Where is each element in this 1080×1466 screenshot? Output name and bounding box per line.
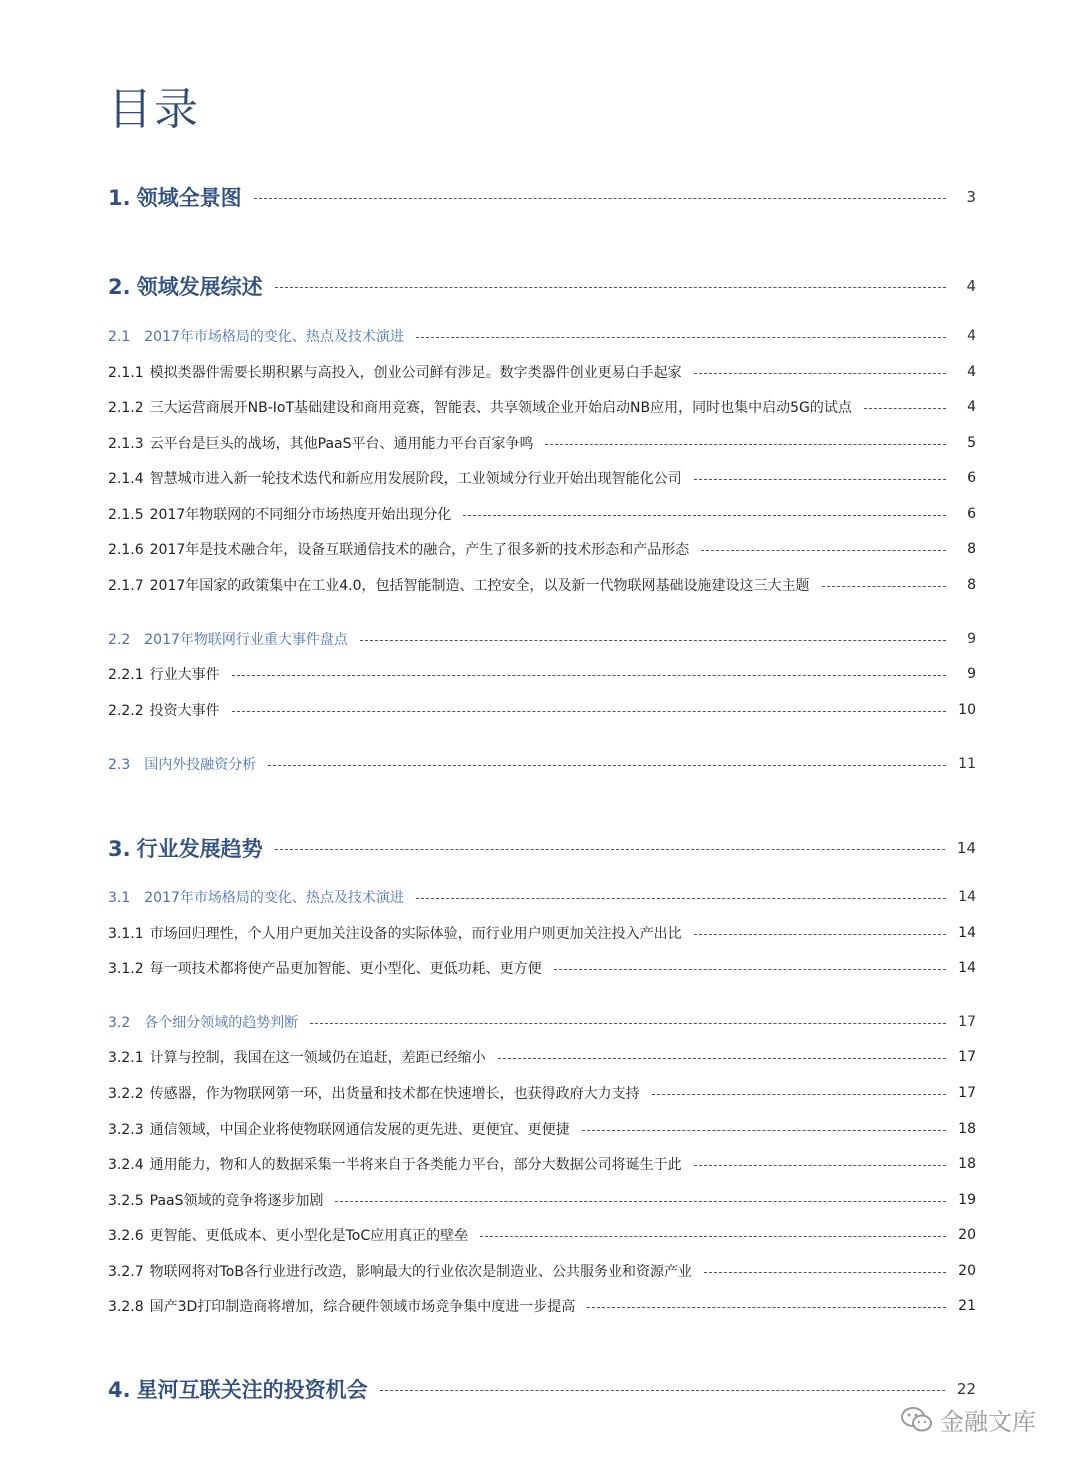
- toc-entry-number: 2.1.2: [108, 400, 144, 416]
- toc-entry[interactable]: [108, 1118, 976, 1140]
- toc-entry-label: 投资大事件: [149, 703, 220, 719]
- dotted-leader: [694, 1165, 946, 1166]
- toc-entry[interactable]: [108, 1260, 976, 1282]
- toc-entry-label: 模拟类器件需要长期积累与高投入，创业公司鲜有涉足。数字类器件创业更易白手起家: [149, 365, 682, 381]
- dotted-leader: [822, 586, 946, 587]
- dotted-leader: [498, 1058, 946, 1059]
- toc-page-number: 11: [958, 756, 976, 772]
- toc-entry-number: 2.2.1: [108, 667, 144, 683]
- toc-entry-title: [108, 433, 533, 453]
- toc-entry[interactable]: [108, 1189, 976, 1211]
- toc-entry[interactable]: [108, 833, 976, 863]
- toc-entry[interactable]: [108, 663, 976, 685]
- dotted-leader: [652, 1094, 946, 1095]
- toc-entry-label: 每一项技术都将使产品更加智能、更小型化、更低功耗、更方便: [149, 961, 542, 977]
- toc-entry[interactable]: [108, 1374, 976, 1404]
- toc-entry-label: 领域全景图: [136, 186, 242, 210]
- toc-entry-title: [108, 539, 689, 559]
- toc-entry[interactable]: [108, 574, 976, 596]
- dotted-leader: [554, 969, 946, 970]
- toc-page-number: 14: [958, 889, 976, 905]
- toc-entry-number: 2.2.2: [108, 703, 144, 719]
- toc-entry-number: 2.: [108, 275, 131, 299]
- dotted-leader: [694, 479, 946, 480]
- dotted-leader: [704, 1272, 946, 1273]
- toc-entry-title: [108, 1083, 640, 1103]
- toc-entry-label: 2017年是技术融合年，设备互联通信技术的融合，产生了很多新的技术形态和产品形态: [149, 542, 690, 558]
- toc-entry[interactable]: [108, 886, 976, 908]
- toc-entry[interactable]: [108, 1046, 976, 1068]
- dotted-leader: [864, 408, 946, 409]
- toc-entry[interactable]: [108, 957, 976, 979]
- toc-entry-number: 3.2.8: [108, 1299, 144, 1315]
- toc-entry-title: [108, 833, 263, 863]
- dotted-leader: [310, 1023, 946, 1024]
- toc-entry-title: [108, 575, 810, 595]
- toc-page-number: 8: [967, 541, 976, 557]
- toc-page-number: 4: [966, 277, 976, 295]
- toc-entry-title: [108, 468, 682, 488]
- toc-entry-number: 3.1.2: [108, 961, 144, 977]
- toc-entry-label: 2017年市场格局的变化、热点及技术演进: [144, 890, 404, 906]
- toc-entry-label: 星河互联关注的投资机会: [136, 1378, 368, 1402]
- dotted-leader: [416, 898, 946, 899]
- toc-page-number: 4: [967, 328, 976, 344]
- toc-entry[interactable]: [108, 432, 976, 454]
- toc-page-number: 9: [967, 631, 976, 647]
- toc-entry-title: [108, 664, 220, 684]
- toc-entry[interactable]: [108, 1295, 976, 1317]
- toc-page-number: 10: [958, 702, 976, 718]
- toc-entry-label: 更智能、更低成本、更小型化是ToC应用真正的壁垒: [149, 1228, 469, 1244]
- toc-entry-number: 2.1.1: [108, 365, 144, 381]
- toc-entry-number: 3.2.1: [108, 1050, 144, 1066]
- toc-entry-title: [108, 754, 256, 774]
- toc-entry-title: [108, 1047, 486, 1067]
- dotted-leader: [545, 444, 946, 445]
- toc-entry[interactable]: [108, 538, 976, 560]
- toc-entry-number: 4.: [108, 1378, 131, 1402]
- page-title: 目录: [108, 84, 200, 135]
- toc-entry-title: [108, 362, 682, 382]
- dotted-leader: [232, 711, 946, 712]
- toc-entry-title: [108, 887, 404, 907]
- toc-page-number: 5: [967, 435, 976, 451]
- dotted-leader: [480, 1236, 946, 1237]
- toc-entry[interactable]: [108, 467, 976, 489]
- toc-page-number: 14: [958, 960, 976, 976]
- toc-entry[interactable]: [108, 361, 976, 383]
- dotted-leader: [701, 550, 946, 551]
- toc-entry-number: 3.2.2: [108, 1086, 144, 1102]
- dotted-leader: [275, 287, 946, 288]
- toc-entry-number: 3.2.7: [108, 1264, 144, 1280]
- toc-entry-label: 行业发展趋势: [136, 837, 263, 861]
- toc-entry-number: 2.1.5: [108, 507, 144, 523]
- toc-entry-number: 2.1.3: [108, 436, 144, 452]
- watermark: [900, 1402, 1036, 1437]
- toc-entry-title: [108, 326, 404, 346]
- toc-entry[interactable]: [108, 1153, 976, 1175]
- dotted-leader: [268, 765, 946, 766]
- toc-page-number: 18: [958, 1121, 976, 1137]
- dotted-leader: [360, 640, 946, 641]
- dotted-leader: [232, 675, 946, 676]
- toc-entry-number: 3.2.6: [108, 1228, 144, 1244]
- toc-entry-label: 2017年物联网的不同细分市场热度开始出现分化: [149, 507, 452, 523]
- toc-entry[interactable]: [108, 628, 976, 650]
- toc-entry-number: 2.1.4: [108, 471, 144, 487]
- toc-entry[interactable]: [108, 1224, 976, 1246]
- toc-page-number: 6: [967, 470, 976, 486]
- toc-entry-label: 通用能力，物和人的数据采集一半将来自于各类能力平台，部分大数据公司将诞生于此: [149, 1157, 682, 1173]
- toc-entry-title: [108, 1225, 468, 1245]
- toc-page-number: 18: [958, 1156, 976, 1172]
- toc-entry-label: 2017年国家的政策集中在工业4.0，包括智能制造、工控安全，以及新一代物联网基础设施建设这三大主题: [149, 578, 810, 594]
- toc-entry[interactable]: [108, 753, 976, 775]
- toc-entry-number: 2.1.7: [108, 578, 144, 594]
- toc-page-number: 14: [958, 925, 976, 941]
- toc-entry-label: 2017年物联网行业重大事件盘点: [144, 632, 348, 648]
- toc-page-number: 6: [967, 506, 976, 522]
- toc-entry-title: [108, 504, 451, 524]
- toc-entry-label: 云平台是巨头的战场，其他PaaS平台、通用能力平台百家争鸣: [149, 436, 534, 452]
- toc-page-number: 3: [966, 188, 976, 206]
- toc-entry-label: 领域发展综述: [136, 275, 263, 299]
- toc-entry-title: [108, 1296, 575, 1316]
- toc-page-number: 20: [958, 1227, 976, 1243]
- toc-entry-number: 1.: [108, 186, 131, 210]
- dotted-leader: [254, 198, 946, 199]
- toc-entry-number: 2.1: [108, 329, 131, 345]
- toc-entry-label: 三大运营商展开NB-IoT基础建设和商用竞赛，智能表、共享领域企业开始启动NB应用，同时也集中启动5G的试点: [149, 400, 852, 416]
- dotted-leader: [335, 1201, 946, 1202]
- dotted-leader: [463, 515, 946, 516]
- toc-entry-label: 市场回归理性，个人用户更加关注设备的实际体验，而行业用户则更加关注投入产出比: [149, 926, 682, 942]
- toc-entry-number: 3.1: [108, 890, 131, 906]
- toc-entry[interactable]: [108, 1082, 976, 1104]
- toc-page-number: 17: [958, 1085, 976, 1101]
- toc-entry-label: 各个细分领域的趋势判断: [144, 1015, 299, 1031]
- dotted-leader: [587, 1307, 946, 1308]
- toc-entry[interactable]: [108, 699, 976, 721]
- watermark-text: 金融文库: [940, 1408, 1036, 1436]
- toc-page-number: 19: [958, 1192, 976, 1208]
- toc-page-number: 9: [967, 666, 976, 682]
- toc-entry-label: 传感器，作为物联网第一环，出货量和技术都在快速增长，也获得政府大力支持: [149, 1086, 640, 1102]
- toc-entry-title: [108, 1012, 298, 1032]
- toc-entry-number: 3.2.3: [108, 1122, 144, 1138]
- toc-entry[interactable]: [108, 271, 976, 301]
- dotted-leader: [582, 1130, 946, 1131]
- dotted-leader: [694, 373, 946, 374]
- toc-entry[interactable]: [108, 396, 976, 418]
- toc-entry-title: [108, 1374, 368, 1404]
- toc-entry-title: [108, 1154, 682, 1174]
- toc-page-number: 22: [956, 1380, 976, 1398]
- toc-entry[interactable]: [108, 182, 976, 212]
- toc-page-number: 14: [956, 839, 976, 857]
- toc-entry-number: 3.1.1: [108, 926, 144, 942]
- toc-page-number: 17: [958, 1014, 976, 1030]
- toc-entry-label: 2017年市场格局的变化、热点及技术演进: [144, 329, 404, 345]
- toc-entry-number: 3.: [108, 837, 131, 861]
- toc-entry[interactable]: [108, 922, 976, 944]
- toc-entry-label: 国产3D打印制造商将增加，综合硬件领域市场竞争集中度进一步提高: [149, 1299, 576, 1315]
- toc-entry[interactable]: [108, 1011, 976, 1033]
- toc-entry-label: 计算与控制，我国在这一领域仍在追赶，差距已经缩小: [149, 1050, 486, 1066]
- toc-entry-label: 智慧城市进入新一轮技术迭代和新应用发展阶段，工业领域分行业开始出现智能化公司: [149, 471, 682, 487]
- toc-entry-label: 行业大事件: [149, 667, 220, 683]
- dotted-leader: [694, 934, 946, 935]
- toc-entry-title: [108, 1190, 323, 1210]
- toc-page-number: 17: [958, 1049, 976, 1065]
- toc-entry-title: [108, 958, 542, 978]
- toc-page-number: 4: [967, 364, 976, 380]
- toc-entry-title: [108, 700, 220, 720]
- toc-entry-title: [108, 1119, 570, 1139]
- toc-entry-title: [108, 923, 682, 943]
- toc-page-number: 21: [958, 1298, 976, 1314]
- toc-entry-number: 2.2: [108, 632, 131, 648]
- toc-page-number: 20: [958, 1263, 976, 1279]
- wechat-icon: [900, 1405, 934, 1435]
- toc-entry-number: 2.1.6: [108, 542, 144, 558]
- toc-entry-number: 3.2.5: [108, 1193, 144, 1209]
- toc-page-number: 8: [967, 577, 976, 593]
- toc-entry-title: [108, 182, 242, 212]
- toc-entry-label: 国内外投融资分析: [144, 757, 257, 773]
- toc-entry-number: 3.2.4: [108, 1157, 144, 1173]
- toc-entry-label: 物联网将对ToB各行业进行改造，影响最大的行业依次是制造业、公共服务业和资源产业: [149, 1264, 692, 1280]
- toc-entry-number: 3.2: [108, 1015, 131, 1031]
- toc-entry[interactable]: [108, 503, 976, 525]
- toc-entry-title: [108, 1261, 692, 1281]
- toc-entry-title: [108, 397, 852, 417]
- dotted-leader: [416, 337, 946, 338]
- toc-entry-title: [108, 629, 348, 649]
- toc-entry-label: PaaS领域的竞争将逐步加剧: [149, 1193, 324, 1209]
- dotted-leader: [380, 1390, 945, 1391]
- toc-entry-title: [108, 271, 263, 301]
- toc-entry[interactable]: [108, 325, 976, 347]
- dotted-leader: [275, 849, 945, 850]
- toc-entry-label: 通信领域，中国企业将使物联网通信发展的更先进、更便宜、更便捷: [149, 1122, 570, 1138]
- toc-entry-number: 2.3: [108, 757, 131, 773]
- toc-page-number: 4: [967, 399, 976, 415]
